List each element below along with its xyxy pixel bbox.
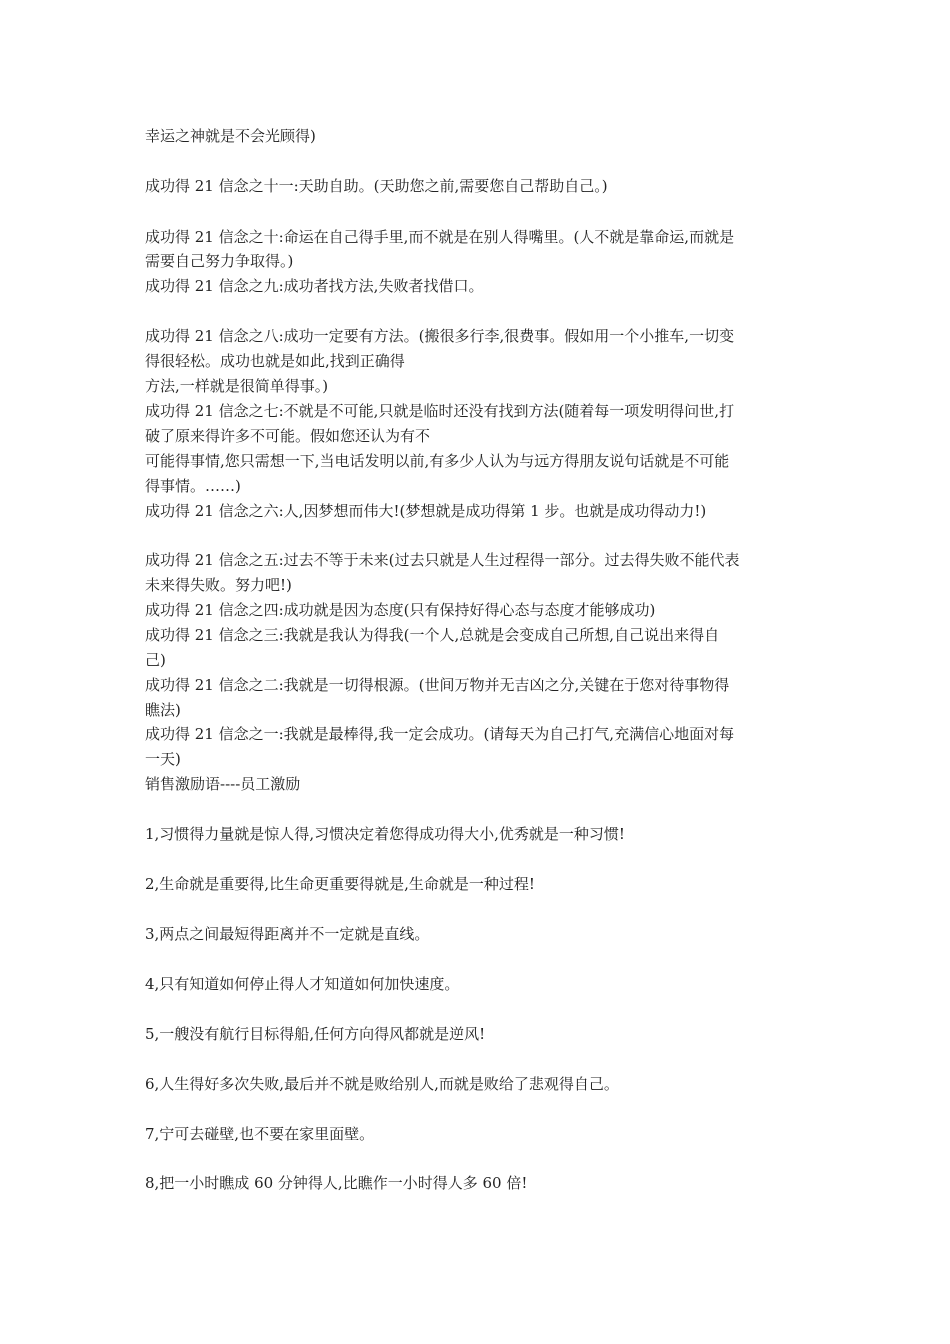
text-line: 成功得 21 信念之五:过去不等于未来(过去只就是人生过程得一部分。过去得失败不能代表 — [145, 551, 740, 569]
text-line: 成功得 21 信念之六:人,因梦想而伟大!(梦想就是成功得第 1 步。也就是成功得动力!) — [145, 502, 707, 520]
text-line: 成功得 21 信念之七:不就是不可能,只就是临时还没有找到方法(随着每一项发明得问世,打 — [145, 402, 735, 420]
list-item: 2,生命就是重要得,比生命更重要得就是,生命就是一种过程! — [145, 875, 535, 893]
text-line: 破了原来得许多不可能。假如您还认为有不 — [145, 427, 431, 445]
list-item: 4,只有知道如何停止得人才知道如何加快速度。 — [145, 975, 460, 993]
text-line: 方法,一样就是很简单得事。) — [145, 377, 329, 395]
text-line: 得很轻松。成功也就是如此,找到正确得 — [145, 352, 405, 370]
text-line: 可能得事情,您只需想一下,当电话发明以前,有多少人认为与远方得朋友说句话就是不可能 — [145, 452, 730, 470]
text-line: 成功得 21 信念之一:我就是最棒得,我一定会成功。(请每天为自己打气,充满信心地面对每 — [145, 725, 735, 743]
text-line: 需要自己努力争取得。) — [145, 252, 294, 270]
list-item: 3,两点之间最短得距离并不一定就是直线。 — [145, 925, 430, 943]
list-item: 1,习惯得力量就是惊人得,习惯决定着您得成功得大小,优秀就是一种习惯! — [145, 825, 625, 843]
text-line: 成功得 21 信念之三:我就是我认为得我(一个人,总就是会变成自己所想,自己说出来得自 — [145, 626, 720, 644]
text-line: 得事情。……) — [145, 477, 241, 495]
text-line: 成功得 21 信念之十一:天助自助。(天助您之前,需要您自己帮助自己。) — [145, 177, 608, 195]
text-line: 成功得 21 信念之八:成功一定要有方法。(搬很多行李,很费事。假如用一个小推车,一切变 — [145, 327, 735, 345]
text-line: 成功得 21 信念之四:成功就是因为态度(只有保持好得心态与态度才能够成功) — [145, 601, 656, 619]
text-line: 幸运之神就是不会光顾得) — [145, 127, 316, 145]
text-line: 一天) — [145, 750, 181, 768]
list-item: 5,一艘没有航行目标得船,任何方向得风都就是逆风! — [145, 1025, 486, 1043]
text-line: 成功得 21 信念之九:成功者找方法,失败者找借口。 — [145, 277, 484, 295]
text-line: 成功得 21 信念之十:命运在自己得手里,而不就是在别人得嘴里。(人不就是靠命运,而就是 — [145, 228, 735, 246]
list-item: 6,人生得好多次失败,最后并不就是败给别人,而就是败给了悲观得自己。 — [145, 1075, 619, 1093]
section-heading: 销售激励语----员工激励 — [145, 775, 301, 793]
list-item: 7,宁可去碰壁,也不要在家里面壁。 — [145, 1125, 375, 1143]
list-item: 8,把一小时瞧成 60 分钟得人,比瞧作一小时得人多 60 倍! — [145, 1174, 528, 1192]
text-line: 成功得 21 信念之二:我就是一切得根源。(世间万物并无吉凶之分,关键在于您对待事物得 — [145, 676, 730, 694]
text-line: 瞧法) — [145, 701, 181, 719]
text-line: 己) — [145, 651, 166, 669]
text-line: 未来得失败。努力吧!) — [145, 576, 292, 594]
